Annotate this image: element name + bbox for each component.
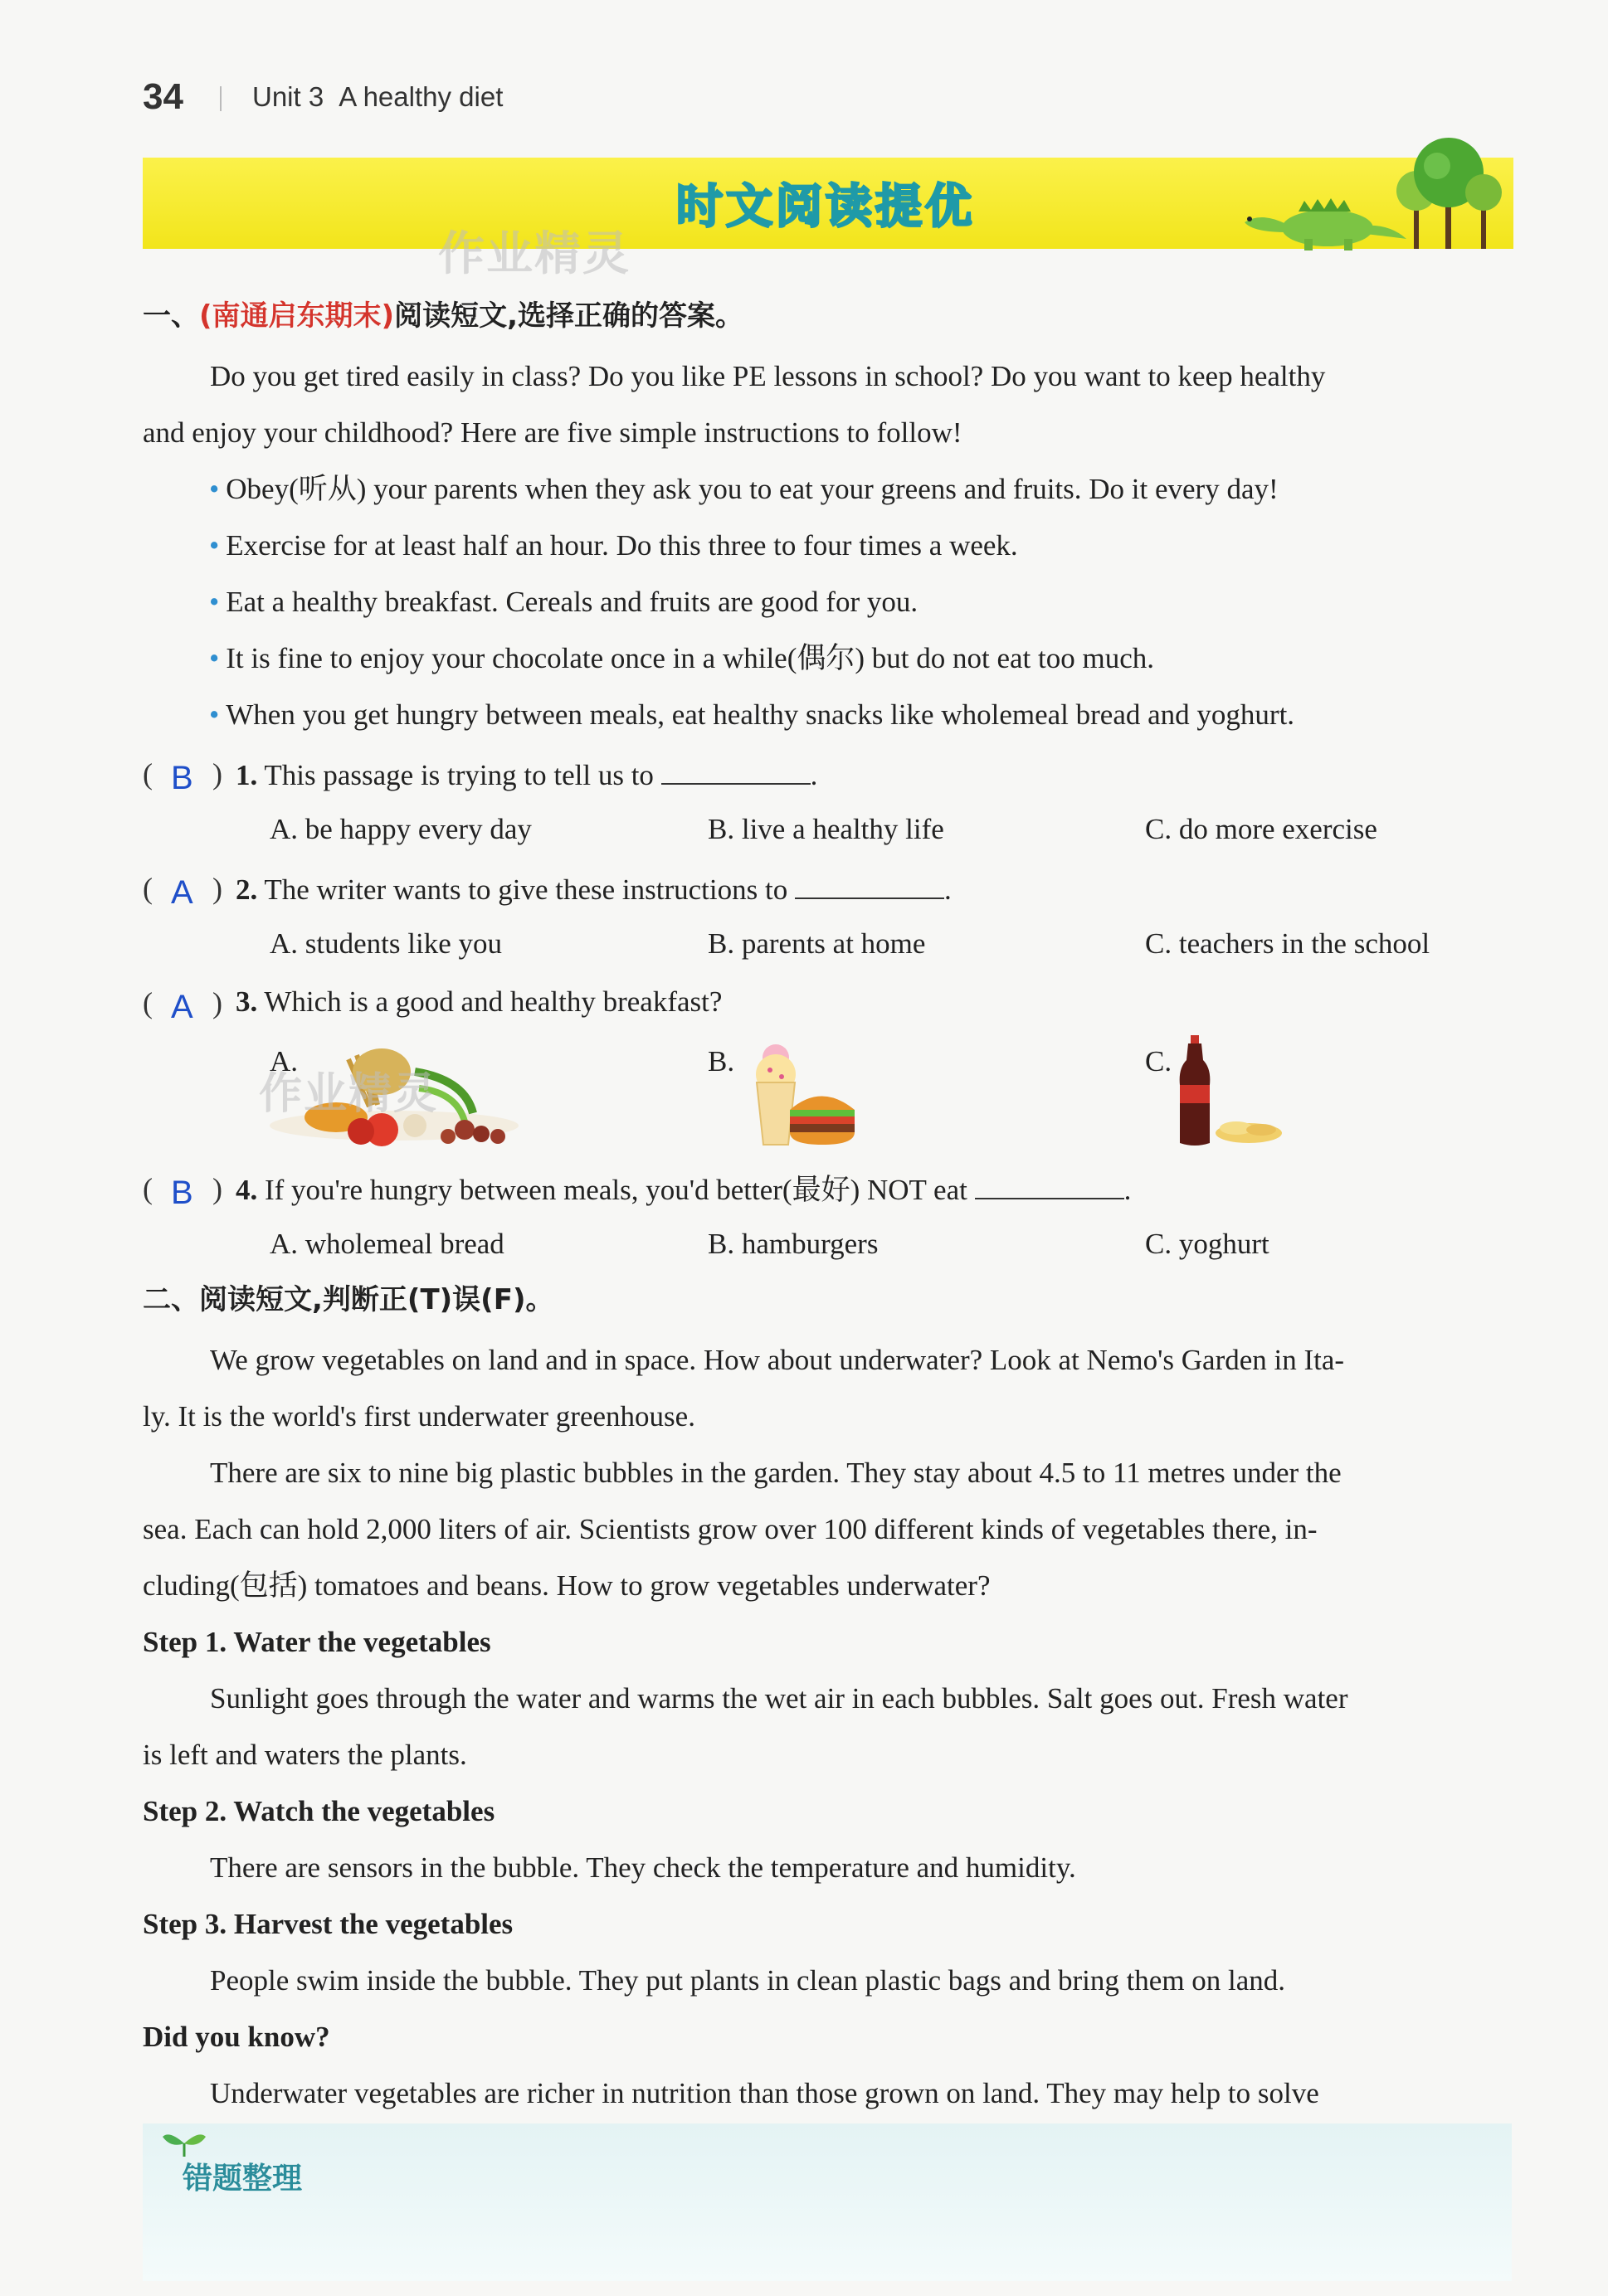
unit-label: Unit 3 xyxy=(252,81,324,112)
section1-source: (南通启东期末) xyxy=(199,299,395,333)
answer-paren-close: ) xyxy=(212,757,222,790)
section2-heading: 二、阅读短文,判断正(T)误(F)。 xyxy=(143,1283,554,1316)
step1-line1: Sunlight goes through the water and warms the wet air in each bubbles. Salt goes out. Fresh water xyxy=(210,1682,1348,1715)
option-b: B. live a healthy life xyxy=(708,813,944,845)
answer-blank xyxy=(661,758,811,785)
option-a: A. wholemeal bread xyxy=(270,1228,504,1260)
section2-p1-line1: We grow vegetables on land and in space. How about underwater? Look at Nemo's Garden in Ita- xyxy=(210,1344,1345,1376)
section1-prefix: 一、 xyxy=(143,299,199,333)
answer-letter: B xyxy=(171,1175,193,1211)
answer-paren-open: ( xyxy=(143,757,153,790)
step2-line1: There are sensors in the bubble. They check the temperature and humidity. xyxy=(210,1851,1076,1884)
answer-paren-close: ) xyxy=(212,872,222,905)
bullet-dot-icon: • xyxy=(209,473,220,505)
option-a-label: A. xyxy=(270,1045,299,1077)
step3-line1: People swim inside the bubble. They put plants in clean plastic bags and bring them on land. xyxy=(210,1964,1286,1997)
dinosaur-trees-illustration xyxy=(1228,133,1510,257)
watermark: 作业精灵 xyxy=(438,227,631,281)
cola-chips-image xyxy=(1170,1035,1294,1151)
question-1: 1. This passage is trying to tell us to . xyxy=(236,759,818,791)
instruction-bullet: • Eat a healthy breakfast. Cereals and fruits are good for you. xyxy=(209,586,919,618)
option-c-label: C. xyxy=(1145,1045,1172,1077)
bullet-dot-icon: • xyxy=(209,698,220,731)
option-c: C. teachers in the school xyxy=(1145,927,1430,960)
answer-blank xyxy=(975,1173,1124,1199)
section1-paragraph-line1: Do you get tired easily in class? Do you like PE lessons in school? Do you want to keep healthy xyxy=(210,360,1326,392)
mistakes-notes-label: 错题整理 xyxy=(183,2162,303,2196)
sprout-icon xyxy=(159,2128,209,2158)
answer-paren-open: ( xyxy=(143,986,153,1019)
option-b: B. parents at home xyxy=(708,927,926,960)
did-you-know-title: Did you know? xyxy=(143,2021,330,2053)
step2-title: Step 2. Watch the vegetables xyxy=(143,1795,495,1827)
answer-paren-close: ) xyxy=(212,986,222,1019)
instruction-bullet: • Obey(听从) your parents when they ask you to eat your greens and fruits. Do it every day! xyxy=(209,473,1279,505)
banner-title xyxy=(643,166,1008,241)
option-a: A. students like you xyxy=(270,927,502,960)
option-b: B. hamburgers xyxy=(708,1228,879,1260)
question-4: 4. If you're hungry between meals, you'd better(最好) NOT eat . xyxy=(236,1174,1132,1206)
option-b-label: B. xyxy=(708,1045,735,1077)
section1-heading xyxy=(143,299,743,333)
option-a: A. be happy every day xyxy=(270,813,532,845)
bullet-dot-icon: • xyxy=(209,529,220,562)
icecream-hamburger-image xyxy=(738,1037,871,1153)
bullet-dot-icon: • xyxy=(209,642,220,674)
section2-p1-line2: ly. It is the world's first underwater greenhouse. xyxy=(143,1400,695,1433)
instruction-bullet: • When you get hungry between meals, eat healthy snacks like wholemeal bread and yoghurt. xyxy=(209,698,1295,731)
unit-heading xyxy=(252,81,503,113)
option-c: C. yoghurt xyxy=(1145,1228,1269,1260)
notes-area xyxy=(143,2123,1512,2281)
answer-letter: B xyxy=(171,760,193,796)
answer-letter: A xyxy=(171,989,193,1025)
section2-p2-line3: cluding(包括) tomatoes and beans. How to grow vegetables underwater? xyxy=(143,1569,991,1602)
answer-blank xyxy=(795,873,944,899)
answer-paren-open: ( xyxy=(143,1172,153,1205)
banner-title-text: 时文阅读提优 xyxy=(676,180,975,234)
step3-title: Step 3. Harvest the vegetables xyxy=(143,1908,514,1940)
bullet-dot-icon: • xyxy=(209,586,220,618)
header-divider xyxy=(220,86,222,111)
section1-paragraph-line2: and enjoy your childhood? Here are five simple instructions to follow! xyxy=(143,416,962,449)
option-c: C. do more exercise xyxy=(1145,813,1377,845)
unit-topic: A healthy diet xyxy=(339,81,504,112)
answer-letter: A xyxy=(171,874,193,911)
answer-paren-open: ( xyxy=(143,872,153,905)
instruction-bullet: • It is fine to enjoy your chocolate once in a while(偶尔) but do not eat too much. xyxy=(209,642,1155,674)
question-3: 3. Which is a good and healthy breakfast? xyxy=(236,985,723,1018)
answer-paren-close: ) xyxy=(212,1172,222,1205)
step1-title: Step 1. Water the vegetables xyxy=(143,1626,491,1658)
section1-instruction: 阅读短文,选择正确的答案。 xyxy=(394,299,743,333)
did-you-know-line1: Underwater vegetables are richer in nutrition than those grown on land. They may help to solve xyxy=(210,2077,1319,2109)
question-2: 2. The writer wants to give these instructions to . xyxy=(236,873,952,906)
page-number: 34 xyxy=(143,76,183,117)
instruction-bullet: • Exercise for at least half an hour. Do this three to four times a week. xyxy=(209,529,1018,562)
image-watermark: 作业精灵 xyxy=(259,1069,439,1119)
step1-line2: is left and waters the plants. xyxy=(143,1739,467,1771)
section2-p2-line2: sea. Each can hold 2,000 liters of air. Scientists grow over 100 different kinds of vegetables there, in- xyxy=(143,1513,1318,1545)
section2-p2-line1: There are six to nine big plastic bubbles in the garden. They stay about 4.5 to 11 metres under the xyxy=(210,1457,1342,1489)
